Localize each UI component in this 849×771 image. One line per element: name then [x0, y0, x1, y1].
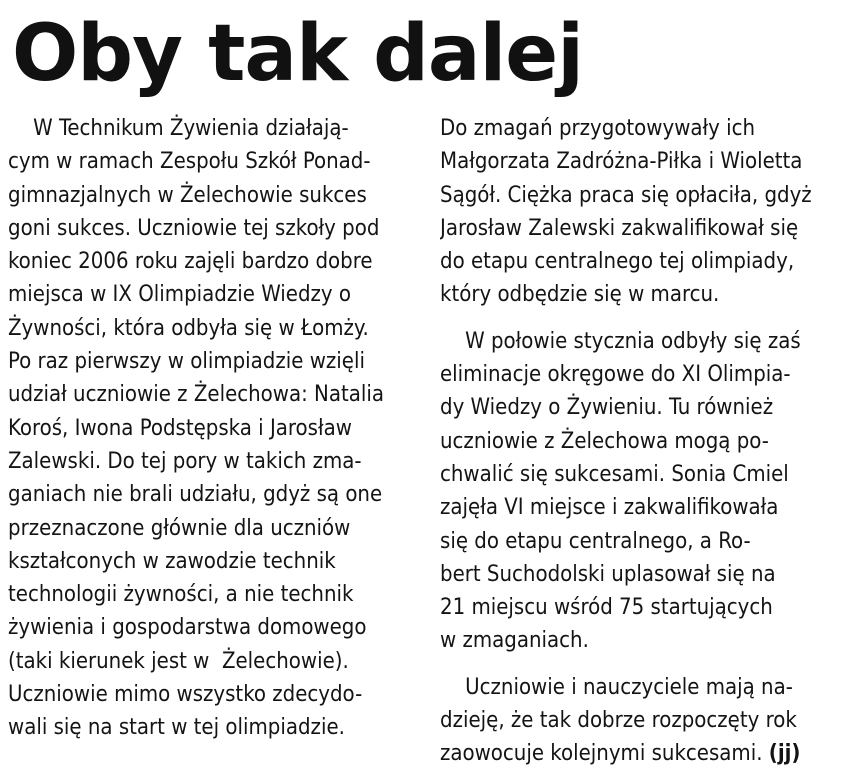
text-line: żywienia i gospodarstwa domowego	[8, 615, 367, 641]
text-line: cym w ramach Zespołu Szkół Ponad-	[8, 149, 371, 175]
text-line: bert Suchodolski uplasował się na	[440, 561, 776, 587]
text-line: chwalić się sukcesami. Sonia Cmiel	[440, 461, 789, 487]
text-line: 21 miejscu wśród 75 startujących	[440, 595, 773, 621]
text-line: w zmaganiach.	[440, 628, 589, 654]
text-line: wali się na start w tej olimpiadzie.	[8, 715, 345, 741]
text-line: goni sukces. Uczniowie tej szkoły pod	[8, 215, 380, 241]
text-line: Do zmagań przygotowywały ich	[440, 116, 756, 141]
text-line: W połowie stycznia odbyły się zaś	[440, 328, 801, 354]
text-line: Koroś, Iwona Podstępska i Jarosław	[8, 415, 352, 441]
text-line: Sągół. Ciężka praca się opłaciła, gdyż	[440, 182, 812, 208]
text-line: Małgorzata Zadróżna-Piłka i Wioletta	[440, 149, 803, 175]
text-line: dzieję, że tak dobrze rozpoczęty rok	[440, 708, 797, 734]
paragraph-gap	[440, 658, 840, 671]
text-line: się do etapu centralnego, a Ro-	[440, 528, 751, 554]
last-line	[440, 737, 840, 770]
paragraph-gap	[440, 312, 840, 325]
text-line: miejsca w IX Olimpiadzie Wiedzy o	[8, 282, 352, 308]
text-line: (taki kierunek jest w Żelechowie).	[8, 648, 349, 674]
text-line: do etapu centralnego tej olimpiady,	[440, 249, 795, 275]
text-line: Jarosław Zalewski zakwalifikował się	[440, 215, 799, 241]
text-line: ganiach nie brali udziału, gdyż są one	[8, 482, 383, 508]
left-column	[8, 112, 414, 745]
text-line: przeznaczone głównie dla uczniów	[8, 515, 351, 541]
text-line: kształconych w zawodzie technik	[8, 548, 336, 574]
text-line: eliminacje okręgowe do XI Olimpia-	[440, 362, 791, 388]
text-line: uczniowie z Żelechowa mogą po-	[440, 428, 769, 454]
text-line: zajęła VI miejsce i zakwalifikowała	[440, 495, 779, 521]
text-line: Uczniowie mimo wszystko zdecydo-	[8, 682, 363, 708]
text-line: który odbędzie się w marcu.	[440, 282, 720, 308]
text-line: gimnazjalnych w Żelechowie sukces	[8, 182, 367, 208]
text-line: W Technikum Żywienia działają-	[8, 116, 349, 141]
text-line: dy Wiedzy o Żywieniu. Tu również	[440, 395, 774, 421]
text-line: Po raz pierwszy w olimpiadzie wzięli	[8, 349, 365, 375]
right-column	[440, 112, 840, 771]
text-line: technologii żywności, a nie technik	[8, 582, 354, 608]
article-headline: Oby tak dalej	[12, 9, 583, 99]
text-line: Zalewski. Do tej pory w takich zma-	[8, 448, 362, 474]
text-line: udział uczniowie z Żelechowa: Natalia	[8, 382, 384, 408]
text-line: Żywności, która odbyła się w Łomży.	[8, 315, 369, 341]
author-signature: (jj)	[768, 741, 801, 767]
text-line: zaowocuje kolejnymi sukcesami.	[440, 741, 769, 767]
text-line: koniec 2006 roku zajęli bardzo dobre	[8, 249, 373, 275]
text-line: Uczniowie i nauczyciele mają na-	[440, 674, 793, 700]
